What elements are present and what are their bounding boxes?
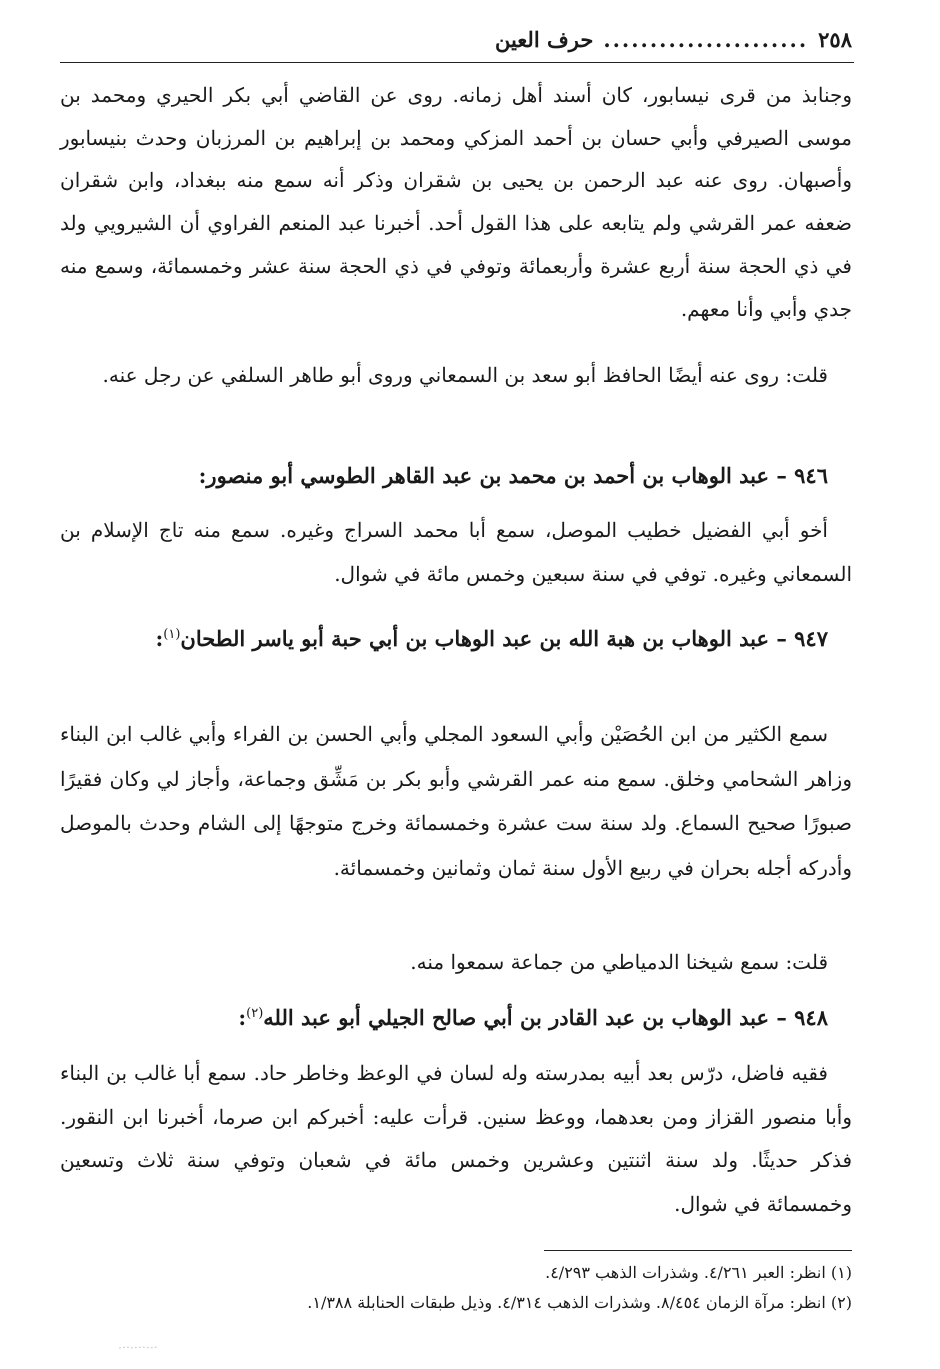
header-dot-leader: ...................... <box>603 26 809 52</box>
entry-heading-946 <box>60 456 852 496</box>
paragraph-continued <box>60 74 852 330</box>
entry-body-947 <box>60 712 852 890</box>
entry-note-947 <box>60 942 852 982</box>
heading-colon: : <box>155 626 164 651</box>
header-rule <box>60 62 854 63</box>
paragraph-note <box>60 354 852 397</box>
entry-heading-text: ٩٤٧ – عبد الوهاب بن هبة الله بن عبد الوهاب بن أبي حبة أبو ياسر الطحان <box>180 626 828 651</box>
chapter-title: حرف العين <box>494 26 594 52</box>
running-header <box>60 22 852 56</box>
entry-heading-948 <box>60 994 852 1038</box>
page-number: ٢٥٨ <box>818 26 852 52</box>
paragraph-text: أخو أبي الفضيل خطيب الموصل، سمع أبا محمد السراج وغيره. سمع منه تاج الإسلام بن السمعاني وغيره. توفي في سنة سبعين وخمس مائة في شوال. <box>60 518 852 586</box>
entry-body-946 <box>60 508 852 596</box>
entry-heading-947 <box>60 612 852 661</box>
scan-speck <box>118 1345 158 1350</box>
entry-heading-text: ٩٤٦ – عبد الوهاب بن أحمد بن محمد بن عبد القاهر الطوسي أبو منصور: <box>198 463 828 488</box>
footnote-reference[interactable]: (٢) <box>246 1006 264 1021</box>
heading-colon: : <box>238 1005 247 1030</box>
footnotes <box>60 1258 852 1318</box>
entry-body-948 <box>60 1052 852 1226</box>
entry-heading-text: ٩٤٨ – عبد الوهاب بن عبد القادر بن أبي صالح الجيلي أبو عبد الله <box>263 1005 828 1030</box>
footnote-1: (١) انظر: العبر ٤/٢٦١. وشذرات الذهب ٤/٢٩٣. <box>545 1263 852 1282</box>
paragraph-text: فقيه فاضل، درّس بعد أبيه بمدرسته وله لسان في الوعظ وخاطر حاد. سمع أبا غالب بن البناء وأبا منصور القزاز ومن بعدهما، ووعظ سنين. قرأت عليه: أخبركم ابن صرما، أخبرنا ابن النقور. فذكر حديثًا. ولد سنة اثنتين وعشرين وخمس مائة في شعبان وتوفي سنة ثلاث وتسعين وخمسمائة في شوال. <box>60 1061 852 1216</box>
paragraph-text: سمع الكثير من ابن الحُصَيْن وأبي السعود المجلي وأبي الحسن بن الفراء وأبي غالب ابن البناء وزاهر الشحامي وخلق. سمع منه عمر القرشي وأبو بكر بن مَشِّق وجماعة، وأجاز لي وكان فقيرًا صبورًا صحيح السماع. ولد سنة ست عشرة وخمسمائة وخرج متوجهًا إلى الشام وحدث بالموصل وأدركه أجله بحران في ربيع الأول سنة ثمان وثمانين وخمسمائة. <box>60 722 852 880</box>
footnote-2: (٢) انظر: مرآة الزمان ٨/٤٥٤. وشذرات الذهب ٤/٣١٤. وذيل طبقات الحنابلة ١/٣٨٨. <box>307 1293 852 1312</box>
paragraph-text: قلت: سمع شيخنا الدمياطي من جماعة سمعوا منه. <box>410 950 828 974</box>
paragraph-text: قلت: روى عنه أيضًا الحافظ أبو سعد بن السمعاني وروى أبو طاهر السلفي عن رجل عنه. <box>102 363 828 387</box>
footnote-reference[interactable]: (١) <box>163 627 181 642</box>
footnote-separator <box>544 1250 852 1251</box>
paragraph-text: وجنابذ من قرى نيسابور، كان أسند أهل زمانه. روى عن القاضي أبي بكر الحيري ومحمد بن موسى الصيرفي وأبي حسان بن أحمد المزكي ومحمد بن إبراهيم بن المرزبان وحدث بنيسابور وأصبهان. روى عنه عبد الرحمن بن يحيى بن شقران وذكر أنه سمع منه ببغداد، وابن شقران ضعفه عمر القرشي ولم يتابعه على هذا القول أحد. أخبرنا عبد المنعم الفراوي أن الشيرويي ولد في ذي الحجة سنة أربع عشرة وأربعمائة وتوفي في ذي الحجة سنة عشر وخمسمائة، وسمع منه جدي وأبي وأنا معهم. <box>60 83 853 321</box>
